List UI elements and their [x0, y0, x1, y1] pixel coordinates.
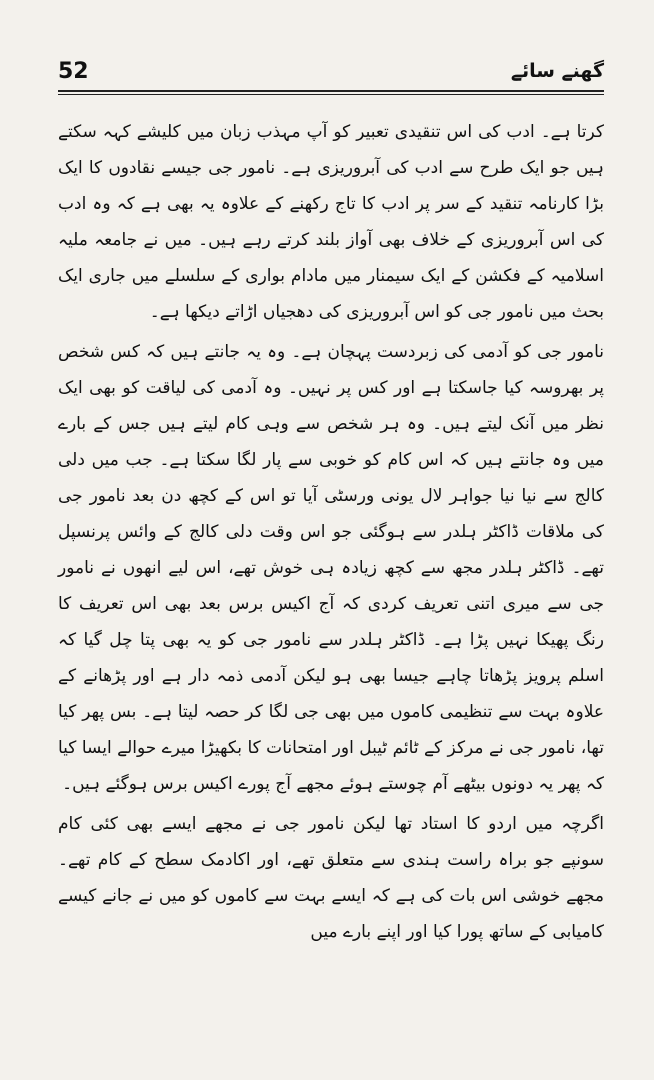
running-title: گھنے سائے: [510, 60, 604, 82]
body-text: [58, 114, 604, 950]
paragraph-2: نامور جی کو آدمی کی زبردست پہچان ہے۔ وہ یہ جانتے ہیں کہ کس شخص پر بھروسہ کیا جاسکتا ہے اور کس پر نہیں۔ وہ آدمی کی لیاقت کو بھی ایک نظر میں آنک لیتے ہیں۔ وہ ہر شخص سے وہی کام لیتے ہیں جس کے بارے میں وہ جانتے ہیں کہ اس کام کو خوبی سے پار لگا سکتا ہے۔ جب میں دلی کالج سے نیا نیا جواہر لال یونی ورسٹی آیا تو اس کے کچھ دن بعد نامور جی کی ملاقات ڈاکٹر ہلدر سے ہوگئی جو اس وقت دلی کالج کے وائس پرنسپل تھے۔ ڈاکٹر ہلدر مجھ سے کچھ زیادہ ہی خوش تھے، اس لیے انھوں نے نامور جی سے میری اتنی تعریف کردی کہ آج اکیس برس بعد بھی اس تعریف کا رنگ پھیکا نہیں پڑا ہے۔ ڈاکٹر ہلدر سے نامور جی کو یہ بھی پتا چل گیا کہ اسلم پرویز پڑھاتا چاہے جیسا بھی ہو لیکن آدمی ذمہ دار ہے اور پڑھانے کے علاوہ بہت سے تنظیمی کاموں میں بھی جی لگا کر حصہ لیتا ہے۔ بس پھر کیا تھا، نامور جی نے مرکز کے ٹائم ٹیبل اور امتحانات کا بکھیڑا میرے حوالے ایسا کیا کہ پھر یہ دونوں بیٹھے آم چوستے ہوئے مجھے آج پورے اکیس برس ہوگئے ہیں۔: [58, 342, 604, 794]
header-rule: [58, 90, 604, 95]
page-number: 52: [58, 59, 89, 84]
paragraph-1: کرتا ہے۔ ادب کی اس تنقیدی تعبیر کو آپ مہذب زبان میں کلیشے کہہ سکتے ہیں جو ایک طرح سے ادب کی آبروریزی ہے۔ نامور جی جیسے نقادوں کا ایک بڑا کارنامہ تنقید کے سر پر ادب کا تاج رکھنے کے علاوہ یہ بھی ہے کہ وہ ادب کی اس آبروریزی کے خلاف بھی آواز بلند کرتے رہے ہیں۔ میں نے جامعہ ملیہ اسلامیہ کے فکشن کے ایک سیمنار میں مادام بواری کے سلسلے میں جاری ایک بحث میں نامور جی کو اس آبروریزی کی دھجیاں اڑاتے دیکھا ہے۔: [58, 122, 604, 322]
paragraph-3: اگرچہ میں اردو کا استاد تھا لیکن نامور جی نے مجھے ایسے بھی کئی کام سونپے جو براہ راست ہندی سے متعلق تھے، اور اکادمک سطح کے کام تھے۔ مجھے خوشی اس بات کی ہے کہ ایسے بہت سے کاموں کو میں نے جانے کیسے کامیابی کے ساتھ پورا کیا اور اپنے بارے میں: [58, 814, 604, 942]
page-header: [58, 56, 604, 90]
